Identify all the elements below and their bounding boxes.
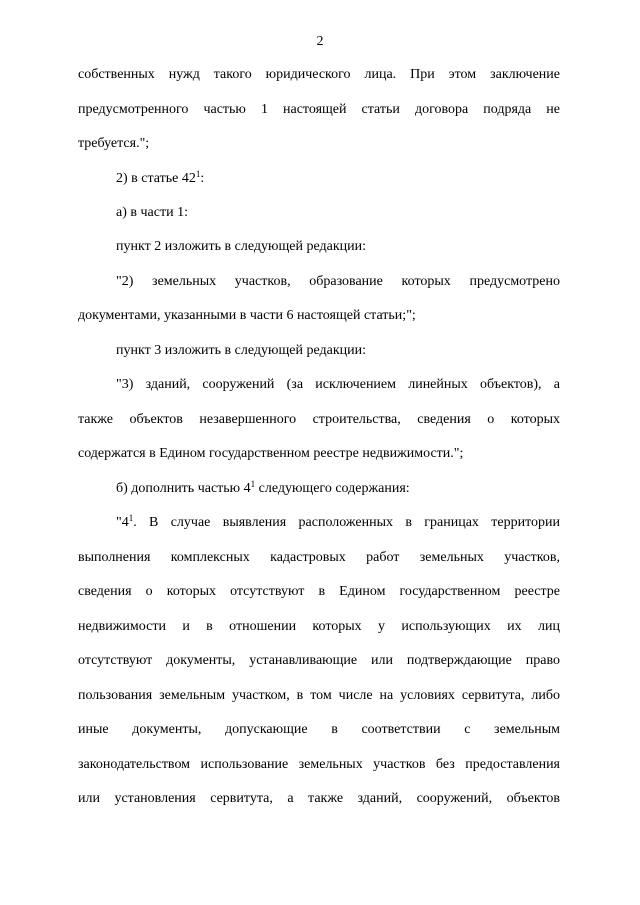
- text-line: недвижимости и в отношении которых у использующих их лиц: [78, 619, 560, 634]
- text-line: сведения о которых отсутствуют в Едином государственном реестре: [78, 584, 560, 599]
- text-line: "3) зданий, сооружений (за исключением линейных объектов), а: [116, 377, 560, 392]
- text-line: также объектов незавершенного строительства, сведения о которых: [78, 412, 560, 427]
- text-line: законодательством использование земельных участков без предоставления: [78, 757, 560, 772]
- superscript: 1: [195, 169, 201, 179]
- text-line: документами, указанными в части 6 настоящей статьи;";: [78, 308, 416, 323]
- text-fragment: б) дополнить частью 4: [116, 481, 251, 496]
- text-line: отсутствуют документы, устанавливающие или подтверждающие право: [78, 653, 560, 668]
- text-line: выполнения комплексных кадастровых работ земельных участков,: [78, 550, 560, 565]
- paragraph-amend-point-3: пункт 3 изложить в следующей редакции:: [116, 343, 366, 358]
- superscript: 1: [128, 513, 134, 523]
- text-line: пользования земельным участком, в том числе на условиях сервитута, либо: [78, 688, 560, 703]
- paragraph-amend-point-2: пункт 2 изложить в следующей редакции:: [116, 239, 366, 254]
- text-line: иные документы, допускающие в соответствии с земельным: [78, 722, 560, 737]
- text-fragment: :: [200, 171, 205, 186]
- text-line: или установления сервитута, а также зданий, сооружений, объектов: [78, 791, 560, 806]
- text-line: предусмотренного частью 1 настоящей статьи договора подряда не: [78, 102, 560, 117]
- superscript: 1: [250, 479, 256, 489]
- text-fragment: "4: [116, 515, 129, 530]
- paragraph-subitem-b: [116, 480, 410, 498]
- page-number: 2: [316, 34, 324, 49]
- text-fragment: следующего содержания:: [255, 481, 410, 496]
- text-line: [116, 514, 560, 532]
- text-line: собственных нужд такого юридического лица. При этом заключение: [78, 67, 560, 82]
- text-fragment: . В случае выявления расположенных в границах территории: [133, 515, 560, 530]
- text-fragment: 2) в статье 42: [116, 171, 196, 186]
- paragraph-subitem-a: а) в части 1:: [116, 205, 188, 220]
- paragraph-item-2: [116, 170, 204, 188]
- text-line: "2) земельных участков, образование которых предусмотрено: [116, 274, 560, 289]
- text-line: содержатся в Едином государственном реестре недвижимости.";: [78, 446, 464, 461]
- text-line: требуется.";: [78, 136, 150, 151]
